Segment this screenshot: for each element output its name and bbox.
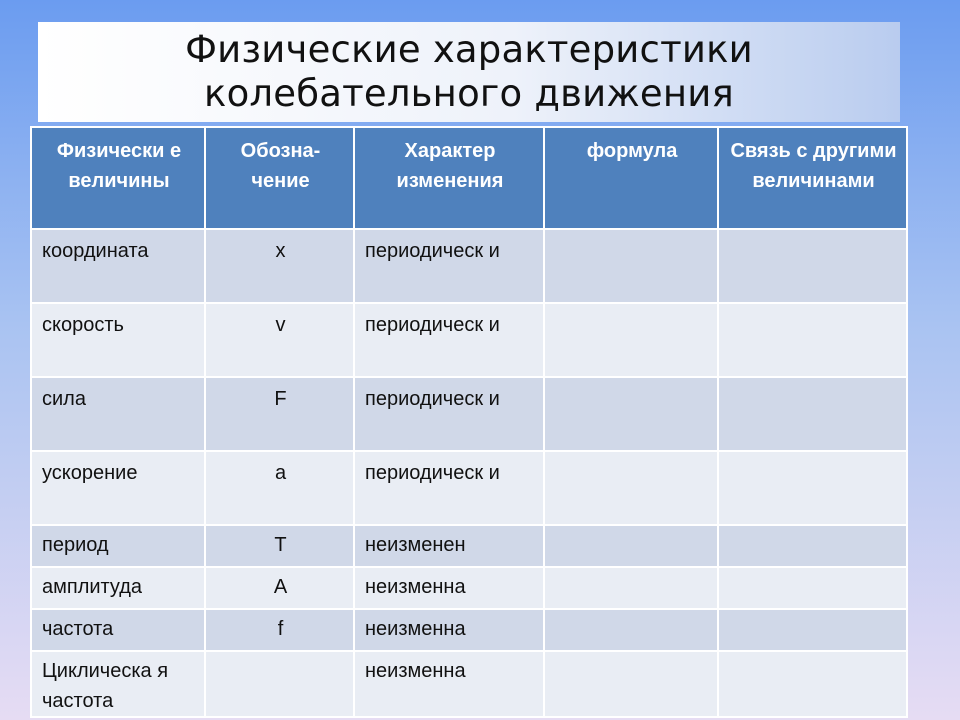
cell-change: неизменна [354, 609, 544, 651]
cell-formula [544, 377, 718, 451]
cell-relation [718, 525, 907, 567]
cell-relation [718, 229, 907, 303]
cell-quantity: амплитуда [31, 567, 205, 609]
cell-quantity: частота [31, 609, 205, 651]
cell-symbol: A [205, 567, 354, 609]
slide-title-box [38, 22, 900, 122]
cell-formula [544, 609, 718, 651]
cell-symbol [205, 651, 354, 717]
table-row [31, 377, 907, 451]
cell-change: периодическ и [354, 229, 544, 303]
cell-quantity: сила [31, 377, 205, 451]
cell-relation [718, 651, 907, 717]
cell-symbol: v [205, 303, 354, 377]
cell-change: неизменна [354, 567, 544, 609]
cell-relation [718, 303, 907, 377]
table-row [31, 451, 907, 525]
cell-relation [718, 377, 907, 451]
cell-relation [718, 451, 907, 525]
cell-change: неизменна [354, 651, 544, 717]
cell-quantity: координата [31, 229, 205, 303]
cell-symbol: f [205, 609, 354, 651]
header-symbol: Обозна- чение [205, 127, 354, 229]
cell-change: периодическ и [354, 451, 544, 525]
cell-quantity: период [31, 525, 205, 567]
characteristics-table [30, 126, 908, 718]
cell-change: периодическ и [354, 377, 544, 451]
cell-symbol: F [205, 377, 354, 451]
table-row [31, 609, 907, 651]
cell-quantity: ускорение [31, 451, 205, 525]
cell-quantity: Циклическа я частота [31, 651, 205, 717]
cell-formula [544, 651, 718, 717]
cell-quantity: скорость [31, 303, 205, 377]
cell-symbol: a [205, 451, 354, 525]
cell-formula [544, 525, 718, 567]
table-header-row [31, 127, 907, 229]
slide-title-line-1: Физические характеристики [185, 28, 753, 71]
cell-symbol: x [205, 229, 354, 303]
header-formula: формула [544, 127, 718, 229]
cell-symbol: T [205, 525, 354, 567]
cell-relation [718, 567, 907, 609]
table-row [31, 303, 907, 377]
table-row [31, 229, 907, 303]
cell-formula [544, 451, 718, 525]
cell-formula [544, 567, 718, 609]
cell-formula [544, 229, 718, 303]
cell-relation [718, 609, 907, 651]
header-quantity: Физически е величины [31, 127, 205, 229]
cell-formula [544, 303, 718, 377]
cell-change: неизменен [354, 525, 544, 567]
header-relation: Связь с другими величинами [718, 127, 907, 229]
table-row [31, 651, 907, 717]
slide-title-line-2: колебательного движения [204, 72, 734, 115]
table-row [31, 525, 907, 567]
cell-change: периодическ и [354, 303, 544, 377]
header-change: Характер изменения [354, 127, 544, 229]
table-row [31, 567, 907, 609]
